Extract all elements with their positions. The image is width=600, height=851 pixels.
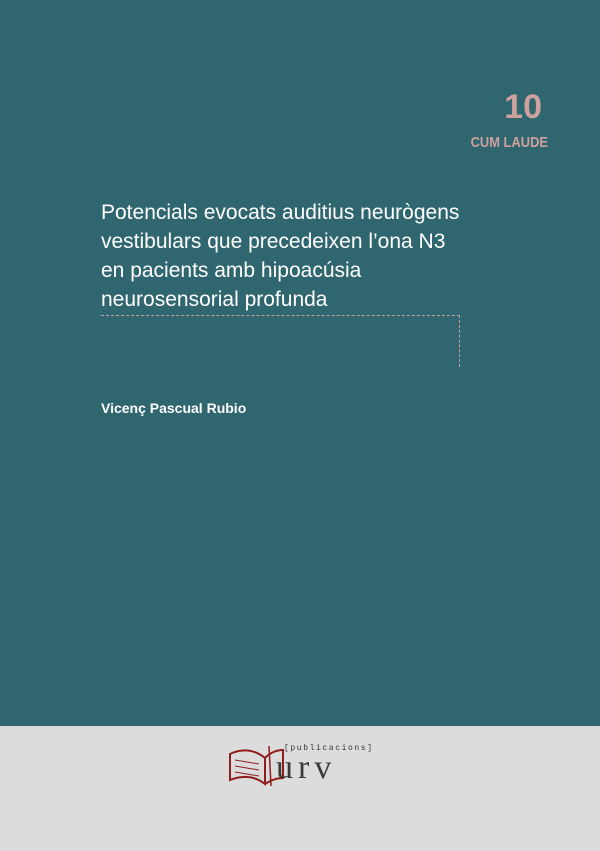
book-title [101,198,511,314]
title-line: en pacients amb hipoacúsia [101,259,362,282]
title-line: Potencials evocats auditius neurògens [101,201,460,224]
dashed-rule-horizontal [101,315,460,316]
author-name: Vicenç Pascual Rubio [101,400,247,416]
publisher-tagline: [publicacions] [284,744,374,753]
title-line: neurosensorial profunda [101,288,328,311]
series-name: CUM LAUDE [470,134,548,151]
series-number: 10 [504,88,542,126]
dashed-rule-vertical [459,315,460,367]
publisher-wordmark: urv [276,749,337,786]
title-line: vestibulars que precedeixen l’ona N3 [101,230,446,253]
